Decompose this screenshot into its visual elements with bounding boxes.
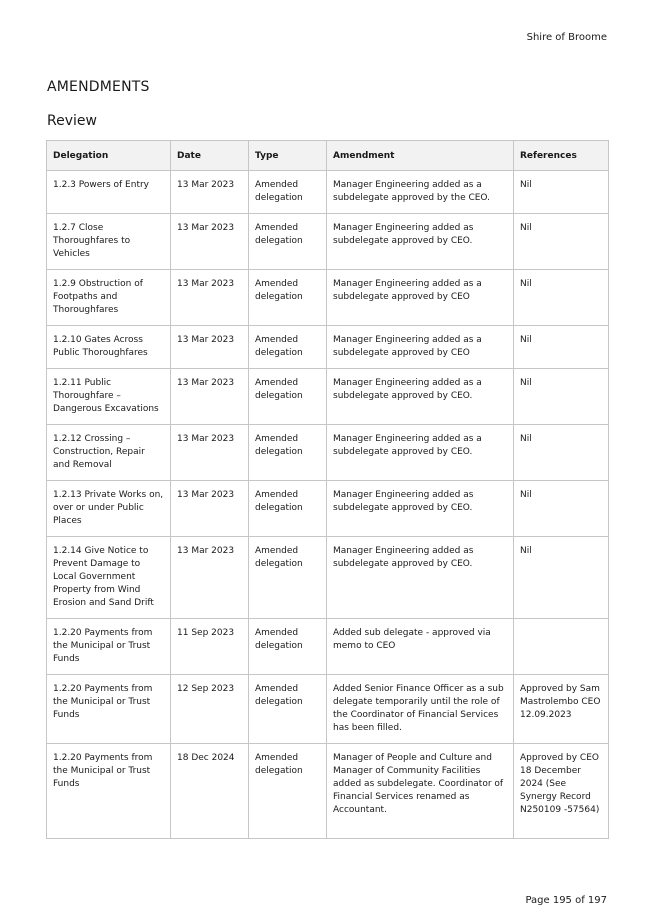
table-row <box>47 369 609 425</box>
section-title: AMENDMENTS <box>47 79 150 95</box>
column-header-references: References <box>514 141 609 171</box>
cell-amendment: Manager Engineering added as a subdelegate approved by CEO <box>327 326 514 369</box>
cell-type: Amended delegation <box>249 214 327 270</box>
cell-amendment: Manager Engineering added as a subdelegate approved by CEO. <box>327 425 514 481</box>
cell-amendment: Manager Engineering added as subdelegate approved by CEO. <box>327 481 514 537</box>
cell-references: Nil <box>514 171 609 214</box>
cell-date: 18 Dec 2024 <box>171 744 249 839</box>
column-header-delegation: Delegation <box>47 141 171 171</box>
cell-references: Nil <box>514 425 609 481</box>
cell-references: Nil <box>514 537 609 619</box>
table-row <box>47 537 609 619</box>
cell-references: Nil <box>514 481 609 537</box>
cell-amendment: Manager Engineering added as a subdelegate approved by CEO. <box>327 369 514 425</box>
cell-date: 13 Mar 2023 <box>171 537 249 619</box>
table-row <box>47 326 609 369</box>
cell-amendment: Added sub delegate - approved via memo to CEO <box>327 619 514 675</box>
cell-references <box>514 619 609 675</box>
cell-delegation: 1.2.10 Gates Across Public Thoroughfares <box>47 326 171 369</box>
cell-delegation: 1.2.12 Crossing – Construction, Repair and Removal <box>47 425 171 481</box>
cell-delegation: 1.2.9 Obstruction of Footpaths and Thoroughfares <box>47 270 171 326</box>
cell-type: Amended delegation <box>249 369 327 425</box>
cell-date: 13 Mar 2023 <box>171 481 249 537</box>
cell-date: 13 Mar 2023 <box>171 425 249 481</box>
subsection-title: Review <box>47 113 97 129</box>
table-row <box>47 214 609 270</box>
table-row <box>47 744 609 839</box>
cell-amendment: Manager Engineering added as a subdelegate approved by the CEO. <box>327 171 514 214</box>
cell-delegation: 1.2.20 Payments from the Municipal or Trust Funds <box>47 619 171 675</box>
cell-references: Approved by CEO 18 December 2024 (See Synergy Record N250109 -57564) <box>514 744 609 839</box>
column-header-date: Date <box>171 141 249 171</box>
cell-type: Amended delegation <box>249 537 327 619</box>
cell-type: Amended delegation <box>249 425 327 481</box>
cell-date: 13 Mar 2023 <box>171 369 249 425</box>
cell-references: Approved by Sam Mastrolembo CEO 12.09.2023 <box>514 675 609 744</box>
cell-date: 11 Sep 2023 <box>171 619 249 675</box>
cell-amendment: Manager Engineering added as subdelegate approved by CEO. <box>327 214 514 270</box>
cell-references: Nil <box>514 369 609 425</box>
cell-references: Nil <box>514 326 609 369</box>
cell-delegation: 1.2.14 Give Notice to Prevent Damage to Local Government Property from Wind Erosion and Sand Drift <box>47 537 171 619</box>
cell-date: 13 Mar 2023 <box>171 270 249 326</box>
cell-delegation: 1.2.20 Payments from the Municipal or Trust Funds <box>47 744 171 839</box>
table-row <box>47 481 609 537</box>
amendments-table <box>46 140 609 839</box>
cell-type: Amended delegation <box>249 744 327 839</box>
cell-type: Amended delegation <box>249 326 327 369</box>
cell-type: Amended delegation <box>249 481 327 537</box>
cell-type: Amended delegation <box>249 675 327 744</box>
column-header-amendment: Amendment <box>327 141 514 171</box>
cell-amendment: Manager of People and Culture and Manager of Community Facilities added as subdelegate. Coordinator of Financial Services renamed as Accountant. <box>327 744 514 839</box>
cell-type: Amended delegation <box>249 171 327 214</box>
cell-references: Nil <box>514 270 609 326</box>
page-number: Page 195 of 197 <box>525 895 607 906</box>
cell-delegation: 1.2.13 Private Works on, over or under Public Places <box>47 481 171 537</box>
table-row <box>47 270 609 326</box>
table-row <box>47 425 609 481</box>
cell-amendment: Added Senior Finance Officer as a sub delegate temporarily until the role of the Coordinator of Financial Services has been filled. <box>327 675 514 744</box>
cell-date: 13 Mar 2023 <box>171 326 249 369</box>
cell-delegation: 1.2.3 Powers of Entry <box>47 171 171 214</box>
table-row <box>47 619 609 675</box>
cell-amendment: Manager Engineering added as a subdelegate approved by CEO <box>327 270 514 326</box>
cell-type: Amended delegation <box>249 270 327 326</box>
cell-delegation: 1.2.11 Public Thoroughfare – Dangerous Excavations <box>47 369 171 425</box>
cell-delegation: 1.2.20 Payments from the Municipal or Trust Funds <box>47 675 171 744</box>
cell-amendment: Manager Engineering added as subdelegate approved by CEO. <box>327 537 514 619</box>
table-header-row <box>47 141 609 171</box>
cell-delegation: 1.2.7 Close Thoroughfares to Vehicles <box>47 214 171 270</box>
table-row <box>47 171 609 214</box>
table-row <box>47 675 609 744</box>
column-header-type: Type <box>249 141 327 171</box>
cell-date: 13 Mar 2023 <box>171 214 249 270</box>
cell-date: 13 Mar 2023 <box>171 171 249 214</box>
cell-type: Amended delegation <box>249 619 327 675</box>
header-organisation: Shire of Broome <box>526 32 607 43</box>
cell-date: 12 Sep 2023 <box>171 675 249 744</box>
cell-references: Nil <box>514 214 609 270</box>
